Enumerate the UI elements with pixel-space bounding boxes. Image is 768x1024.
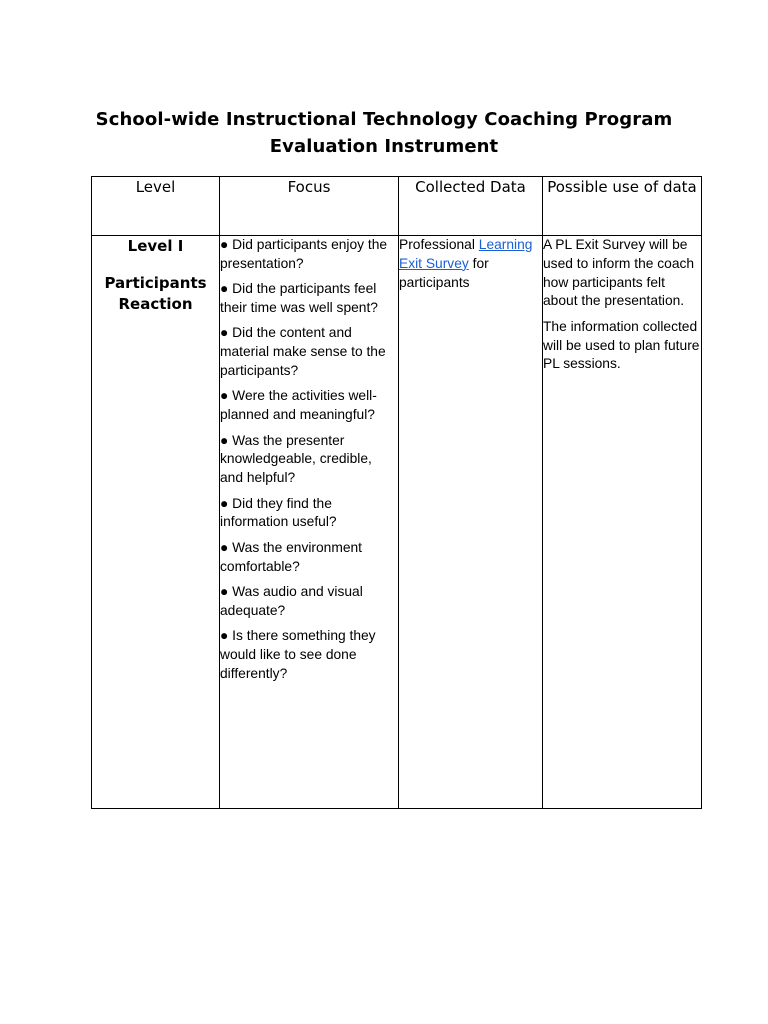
focus-item: ● Was the presenter knowledgeable, credible, and helpful?	[220, 432, 372, 486]
document-title	[60, 106, 708, 160]
header-focus: Focus	[220, 177, 399, 236]
possible-use-paragraph: The information collected will be used to plan future PL sessions.	[543, 318, 700, 372]
focus-item: ● Was audio and visual adequate?	[220, 583, 363, 618]
focus-item: ● Is there something they would like to see done differently?	[220, 628, 376, 681]
possible-use-paragraph: A PL Exit Survey will be used to inform the coach how participants felt about the presentation.	[543, 237, 695, 309]
level-title: Level I	[127, 237, 184, 255]
collected-data-suffix: for participants	[399, 255, 489, 290]
focus-item: ● Was the environment comfortable?	[220, 539, 363, 574]
focus-cell	[220, 236, 399, 809]
learning-exit-survey-link[interactable]: Learning Exit Survey	[399, 237, 533, 271]
focus-item: ● Did the content and material make sense to the participants?	[220, 325, 386, 378]
collected-data-cell	[399, 236, 543, 809]
focus-item: ● Did participants enjoy the presentation?	[220, 237, 388, 271]
header-collected-data: Collected Data	[399, 177, 543, 236]
possible-use-cell	[543, 236, 702, 809]
title-line-1: School-wide Instructional Technology Coaching Program	[95, 109, 673, 130]
focus-item: ● Did the participants feel their time was well spent?	[220, 281, 378, 315]
level-cell	[92, 236, 220, 809]
collected-data-prefix: Professional	[399, 237, 479, 252]
header-possible-use: Possible use of data	[543, 177, 702, 236]
focus-item: ● Did they find the information useful?	[220, 495, 337, 530]
title-line-2: Evaluation Instrument	[269, 136, 499, 157]
level-subtitle: Participants Reaction	[104, 274, 207, 313]
header-level: Level	[92, 177, 220, 236]
table-row	[92, 236, 702, 809]
evaluation-table	[91, 176, 702, 809]
focus-item: ● Were the activities well-planned and meaningful?	[220, 388, 377, 423]
header-row	[92, 177, 702, 236]
